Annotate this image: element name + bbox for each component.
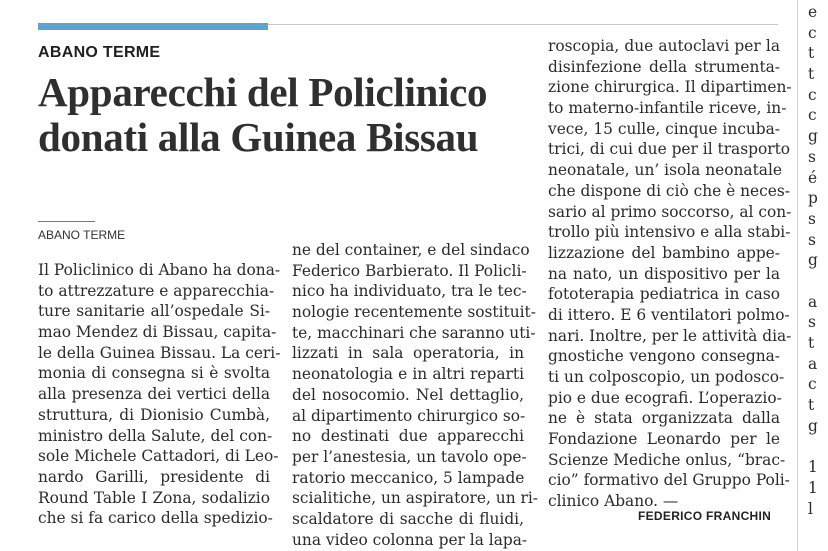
text-line: ture sanitarie all’ospedale Si-: [38, 302, 270, 321]
text-line: a: [808, 354, 818, 373]
article-headline: [38, 70, 543, 160]
text-line: na nato, un dispositivo per la: [548, 264, 780, 283]
text-line: neonatologia e in altri reparti: [292, 365, 524, 384]
text-line: c: [808, 23, 817, 42]
text-line: ti un colposcopio, un podosco-: [548, 368, 785, 386]
text-line: to materno-infantile riceve, in-: [548, 99, 787, 118]
text-line: s: [808, 313, 816, 332]
text-line: al dipartimento chirurgico so-: [292, 406, 526, 425]
text-line: pio e due ecografi. L’operazio-: [548, 388, 782, 407]
text-line: gnostiche vengono consegna-: [548, 347, 780, 366]
text-line: t: [808, 334, 815, 352]
text-line: [808, 271, 828, 292]
text-line: vece, 15 culle, cinque incuba-: [548, 119, 780, 138]
text-line: g: [808, 416, 818, 435]
text-line: fototerapia pediatrica in caso: [548, 285, 780, 304]
author-name: FEDERICO FRANCHIN: [638, 509, 772, 523]
headline-line-2: donati alla Guinea Bissau: [38, 114, 479, 160]
text-line: nico ha individuato, tra le tec-: [292, 282, 527, 301]
top-rule: [268, 24, 778, 25]
section-label: ABANO TERME: [38, 44, 161, 61]
text-line: mao Mendez di Bissau, capita-: [38, 323, 277, 342]
text-line: Fondazione Leonardo per le: [548, 430, 780, 449]
byline-rule: [38, 221, 95, 222]
text-line: ne è stata organizzata dalla: [548, 409, 780, 428]
text-line: g: [808, 251, 818, 270]
text-line: a: [808, 292, 818, 311]
text-line: ratorio meccanico, 5 lampade: [292, 468, 525, 487]
text-line: monia di consegna si è svolta: [38, 364, 270, 383]
text-line: scialitiche, un aspiratore, un ri-: [292, 489, 538, 508]
text-line: scaldatore di sacche di fluidi,: [292, 509, 524, 528]
text-line: che dispone di ciò che è neces-: [548, 181, 790, 200]
text-line: t: [808, 44, 815, 63]
text-line: ministro della Salute, del con-: [38, 426, 273, 445]
text-line: disinfezione della strumenta-: [548, 57, 780, 76]
text-line: nardo Garilli, presidente di: [38, 467, 270, 486]
text-line: nari. Inoltre, per le attività dia-: [548, 326, 792, 345]
text-line: trici, di cui due per il trasporto: [548, 140, 791, 159]
text-line: di ittero. E 6 ventilatori polmo-: [548, 305, 790, 324]
text-line: s: [808, 230, 816, 249]
text-line: sole Michele Cattadori, di Leo-: [38, 447, 279, 466]
text-line: lizzazione del bambino appe-: [548, 243, 780, 262]
text-line: lizzati in sala operatoria, in: [292, 344, 524, 363]
text-line: trollo più intensivo e alla stabi-: [548, 223, 791, 242]
column-divider: [797, 0, 798, 551]
text-line: le della Guinea Bissau. La ceri-: [38, 343, 281, 362]
text-line: no destinati due apparecchi: [292, 427, 524, 446]
text-line: 1: [808, 458, 818, 477]
headline-line-1: Apparecchi del Policlinico: [38, 69, 488, 115]
text-line: Scienze Mediche onlus, “brac-: [548, 450, 786, 469]
text-line: é: [808, 168, 818, 187]
text-line: s: [808, 209, 816, 228]
text-line: p: [808, 189, 818, 208]
text-line: l: [808, 499, 813, 518]
text-line: sario al primo soccorso, al con-: [548, 202, 792, 221]
text-line: zione chirurgica. Il dipartimen-: [548, 78, 792, 97]
text-column-2: [292, 240, 538, 550]
text-line: g: [808, 127, 818, 146]
text-line: clinico Abano. —: [548, 492, 679, 511]
text-line: [808, 436, 828, 457]
byline-location: ABANO TERME: [38, 228, 126, 242]
text-line: roscopia, due autoclavi per la: [548, 37, 780, 55]
text-line: che si fa carico della spedizio-: [38, 509, 273, 528]
text-line: alla presenza dei vertici della: [38, 385, 270, 404]
text-column-3: [548, 36, 792, 512]
accent-bar: [38, 23, 268, 30]
text-line: cio” formativo del Gruppo Poli-: [548, 471, 790, 490]
text-line: Federico Barbierato. Il Policli-: [292, 261, 527, 280]
text-line: c: [808, 375, 817, 394]
text-line: to attrezzature e apparecchia-: [38, 281, 275, 300]
text-column-1: [38, 260, 281, 529]
text-line: e: [808, 3, 818, 21]
text-line: una video colonna per la lapa-: [292, 530, 528, 549]
text-line: 1: [808, 478, 818, 497]
text-line: struttura, di Dionisio Cumbà,: [38, 405, 270, 424]
text-line: t: [808, 65, 815, 84]
text-column-4-cropped: [808, 2, 828, 551]
text-line: del nosocomio. Nel dettaglio,: [292, 385, 524, 404]
text-line: per l’anestesia, un tavolo ope-: [292, 447, 527, 466]
text-line: c: [808, 85, 817, 104]
text-line: te, macchinari che saranno uti-: [292, 323, 536, 342]
text-line: Round Table I Zona, sodalizio: [38, 488, 270, 507]
text-line: s: [808, 147, 816, 166]
text-line: ne del container, e del sindaco: [292, 241, 530, 259]
text-line: neonatale, un’ isola neonatale: [548, 161, 783, 180]
text-line: nologie recentemente sostituit-: [292, 303, 536, 322]
text-line: Il Policlinico di Abano ha dona-: [38, 261, 281, 279]
text-line: c: [808, 106, 817, 125]
text-line: t: [808, 396, 815, 415]
